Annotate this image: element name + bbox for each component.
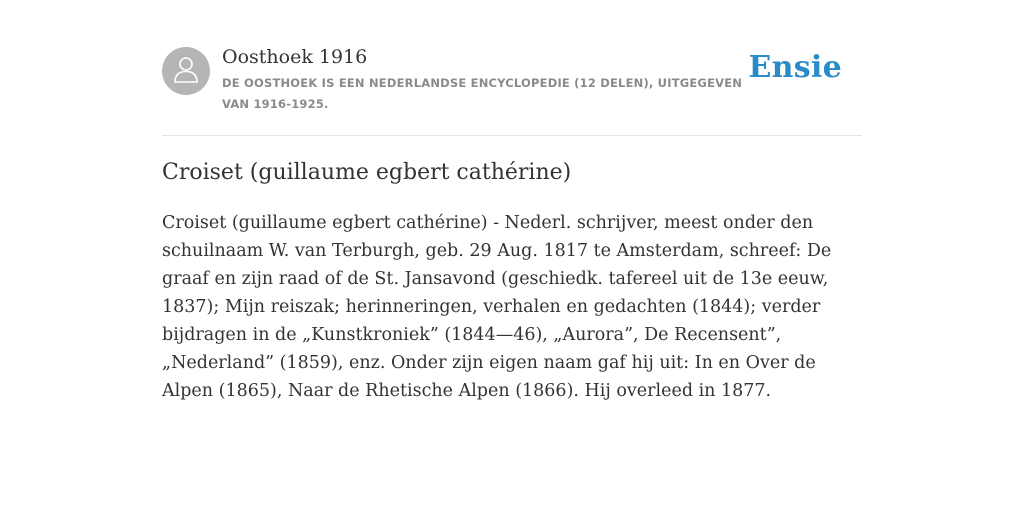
source-title[interactable]: Oosthoek 1916 <box>222 46 368 68</box>
source-avatar[interactable] <box>162 47 210 95</box>
source-header <box>162 40 862 136</box>
user-silhouette-icon <box>173 55 199 87</box>
source-description: DE OOSTHOEK IS EEN NEDERLANDSE ENCYCLOPEDIE (12 DELEN), UITGEGEVEN VAN 1916-1925. <box>222 76 743 111</box>
ensie-logo-link[interactable]: Ensie <box>748 50 842 85</box>
entry-body: Croiset (guillaume egbert cathérine) - Nederl. schrijver, meest onder den schuilnaam W. van Terburgh, geb. 29 Aug. 1817 te Amsterdam, schreef: De graaf en zijn raad of de St. Jansavond (geschiedk. tafereel uit de 13e eeuw, 1837); Mijn reiszak; herinneringen, verhalen en gedachten (1844); verder bijdragen in de „Kunstkroniek” (1844—46), „Aurora”, De Recensent”, „Nederland” (1859), enz. Onder zijn eigen naam gaf hij uit: In en Over de Alpen (1865), Naar de Rhetische Alpen (1866). Hij overleed in 1877. <box>162 213 832 401</box>
entry-card <box>162 40 862 405</box>
entry-title: Croiset (guillaume egbert cathérine) <box>162 160 572 185</box>
